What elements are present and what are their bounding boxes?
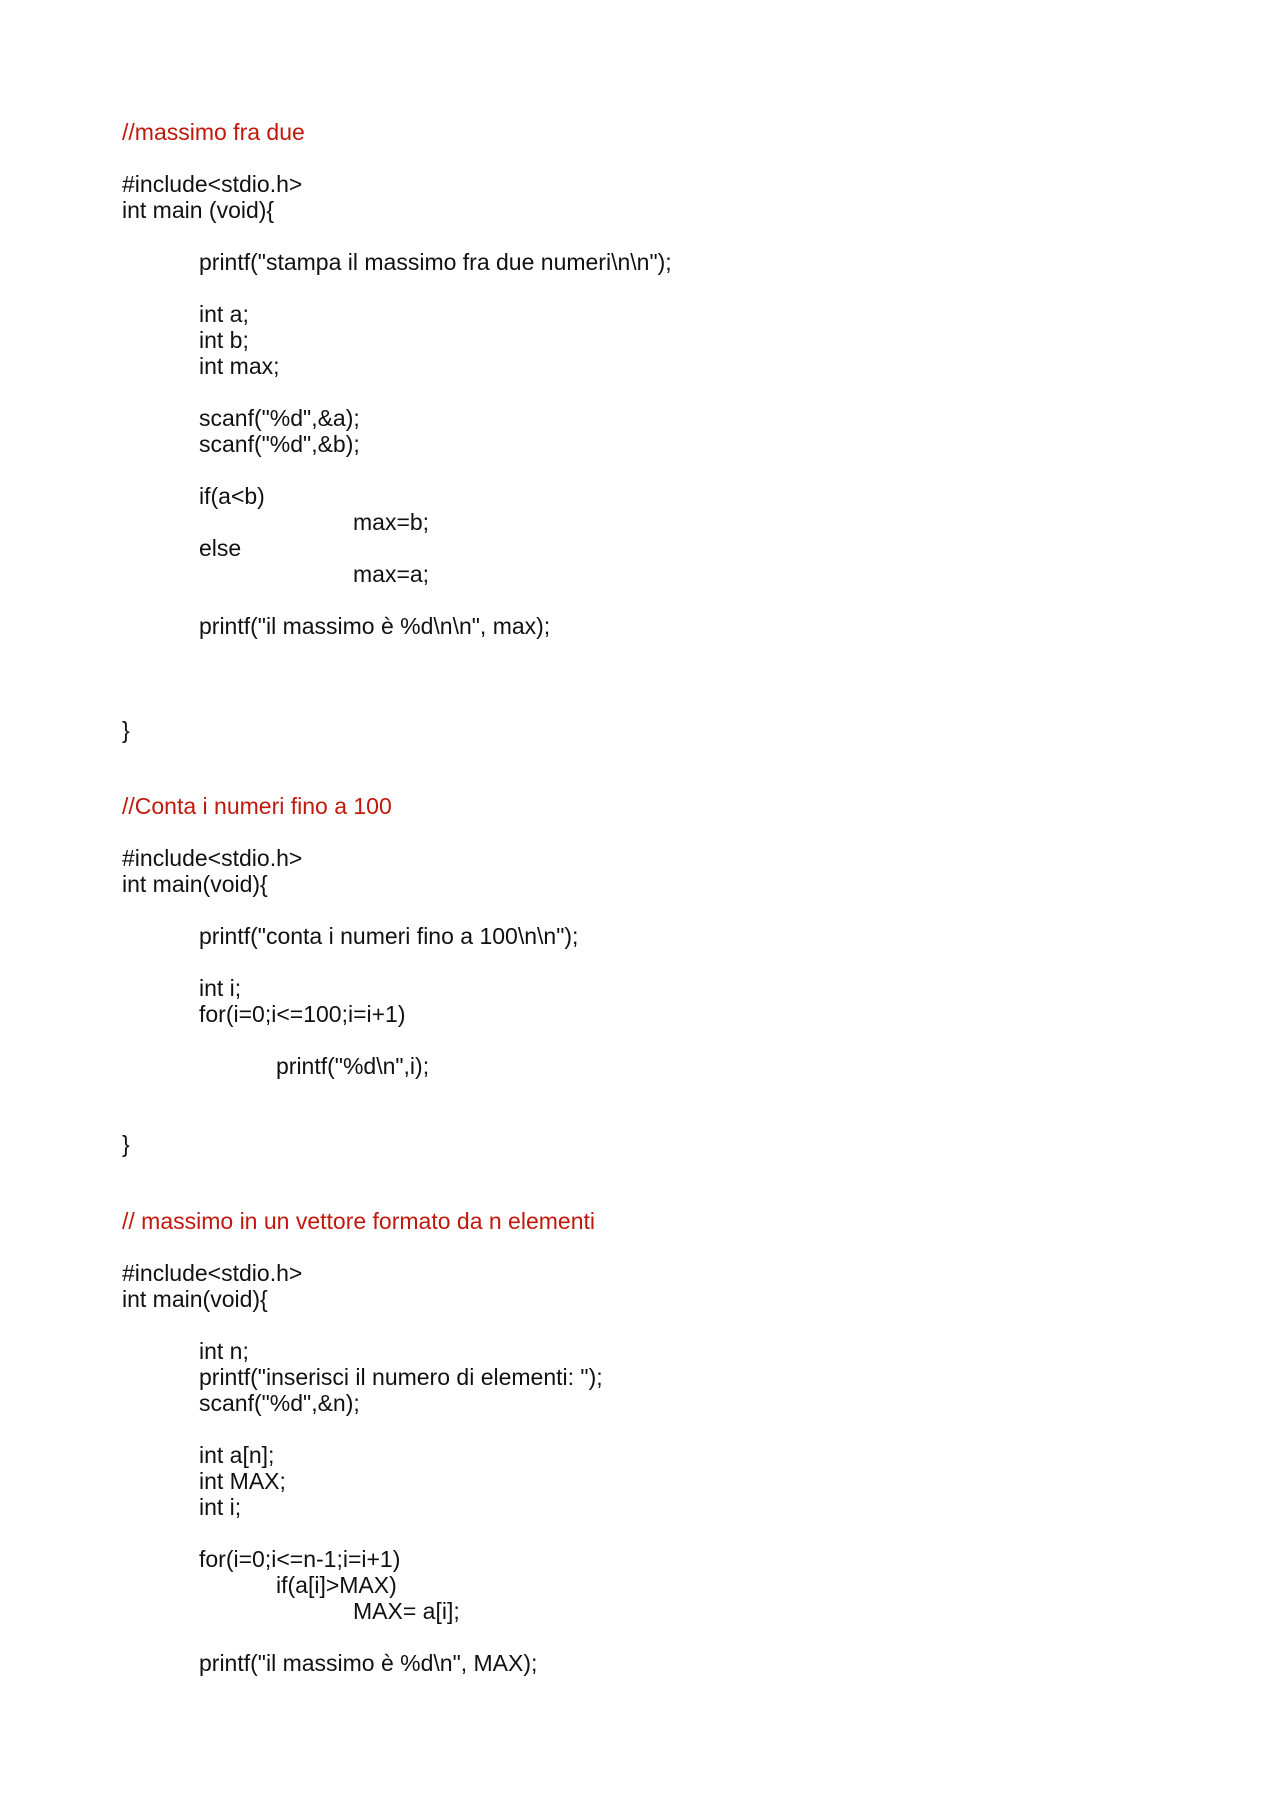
code-line: scanf("%d",&b); (199, 431, 360, 457)
code-line: max=b; (353, 509, 430, 535)
code-line: } (122, 717, 130, 743)
code-line: #include<stdio.h> (122, 1260, 303, 1286)
code-line: int main (void){ (122, 197, 275, 223)
code-line: max=a; (353, 561, 430, 587)
code-line: for(i=0;i<=n-1;i=i+1) (199, 1546, 401, 1572)
code-line: printf("stampa il massimo fra due numeri\n\n"); (199, 249, 672, 275)
code-line: int n; (199, 1338, 249, 1364)
code-line: printf("il massimo è %d\n\n", max); (199, 613, 551, 639)
code-line: printf("il massimo è %d\n", MAX); (199, 1650, 538, 1676)
code-line: int i; (199, 1494, 242, 1520)
code-line: int i; (199, 975, 242, 1001)
code-line: printf("inserisci il numero di elementi: "); (199, 1364, 603, 1390)
code-line: int MAX; (199, 1468, 286, 1494)
code-line: if(a<b) (199, 483, 265, 509)
code-line: printf("conta i numeri fino a 100\n\n"); (199, 923, 579, 949)
code-comment: // massimo in un vettore formato da n elementi (122, 1208, 595, 1234)
code-comment: //Conta i numeri fino a 100 (122, 793, 392, 819)
code-line: #include<stdio.h> (122, 171, 303, 197)
code-line: if(a[i]>MAX) (276, 1572, 397, 1598)
code-line: int main(void){ (122, 871, 268, 897)
code-line: int a; (199, 301, 249, 327)
code-line: } (122, 1131, 130, 1157)
code-line: for(i=0;i<=100;i=i+1) (199, 1001, 406, 1027)
code-line: MAX= a[i]; (353, 1598, 460, 1624)
code-line: scanf("%d",&a); (199, 405, 360, 431)
code-line: printf("%d\n",i); (276, 1053, 430, 1079)
code-line: int b; (199, 327, 249, 353)
code-line: int max; (199, 353, 280, 379)
code-comment: //massimo fra due (122, 119, 305, 145)
code-line: else (199, 535, 242, 561)
code-line: int main(void){ (122, 1286, 268, 1312)
code-line: #include<stdio.h> (122, 845, 303, 871)
code-line: scanf("%d",&n); (199, 1390, 360, 1416)
code-line: int a[n]; (199, 1442, 275, 1468)
